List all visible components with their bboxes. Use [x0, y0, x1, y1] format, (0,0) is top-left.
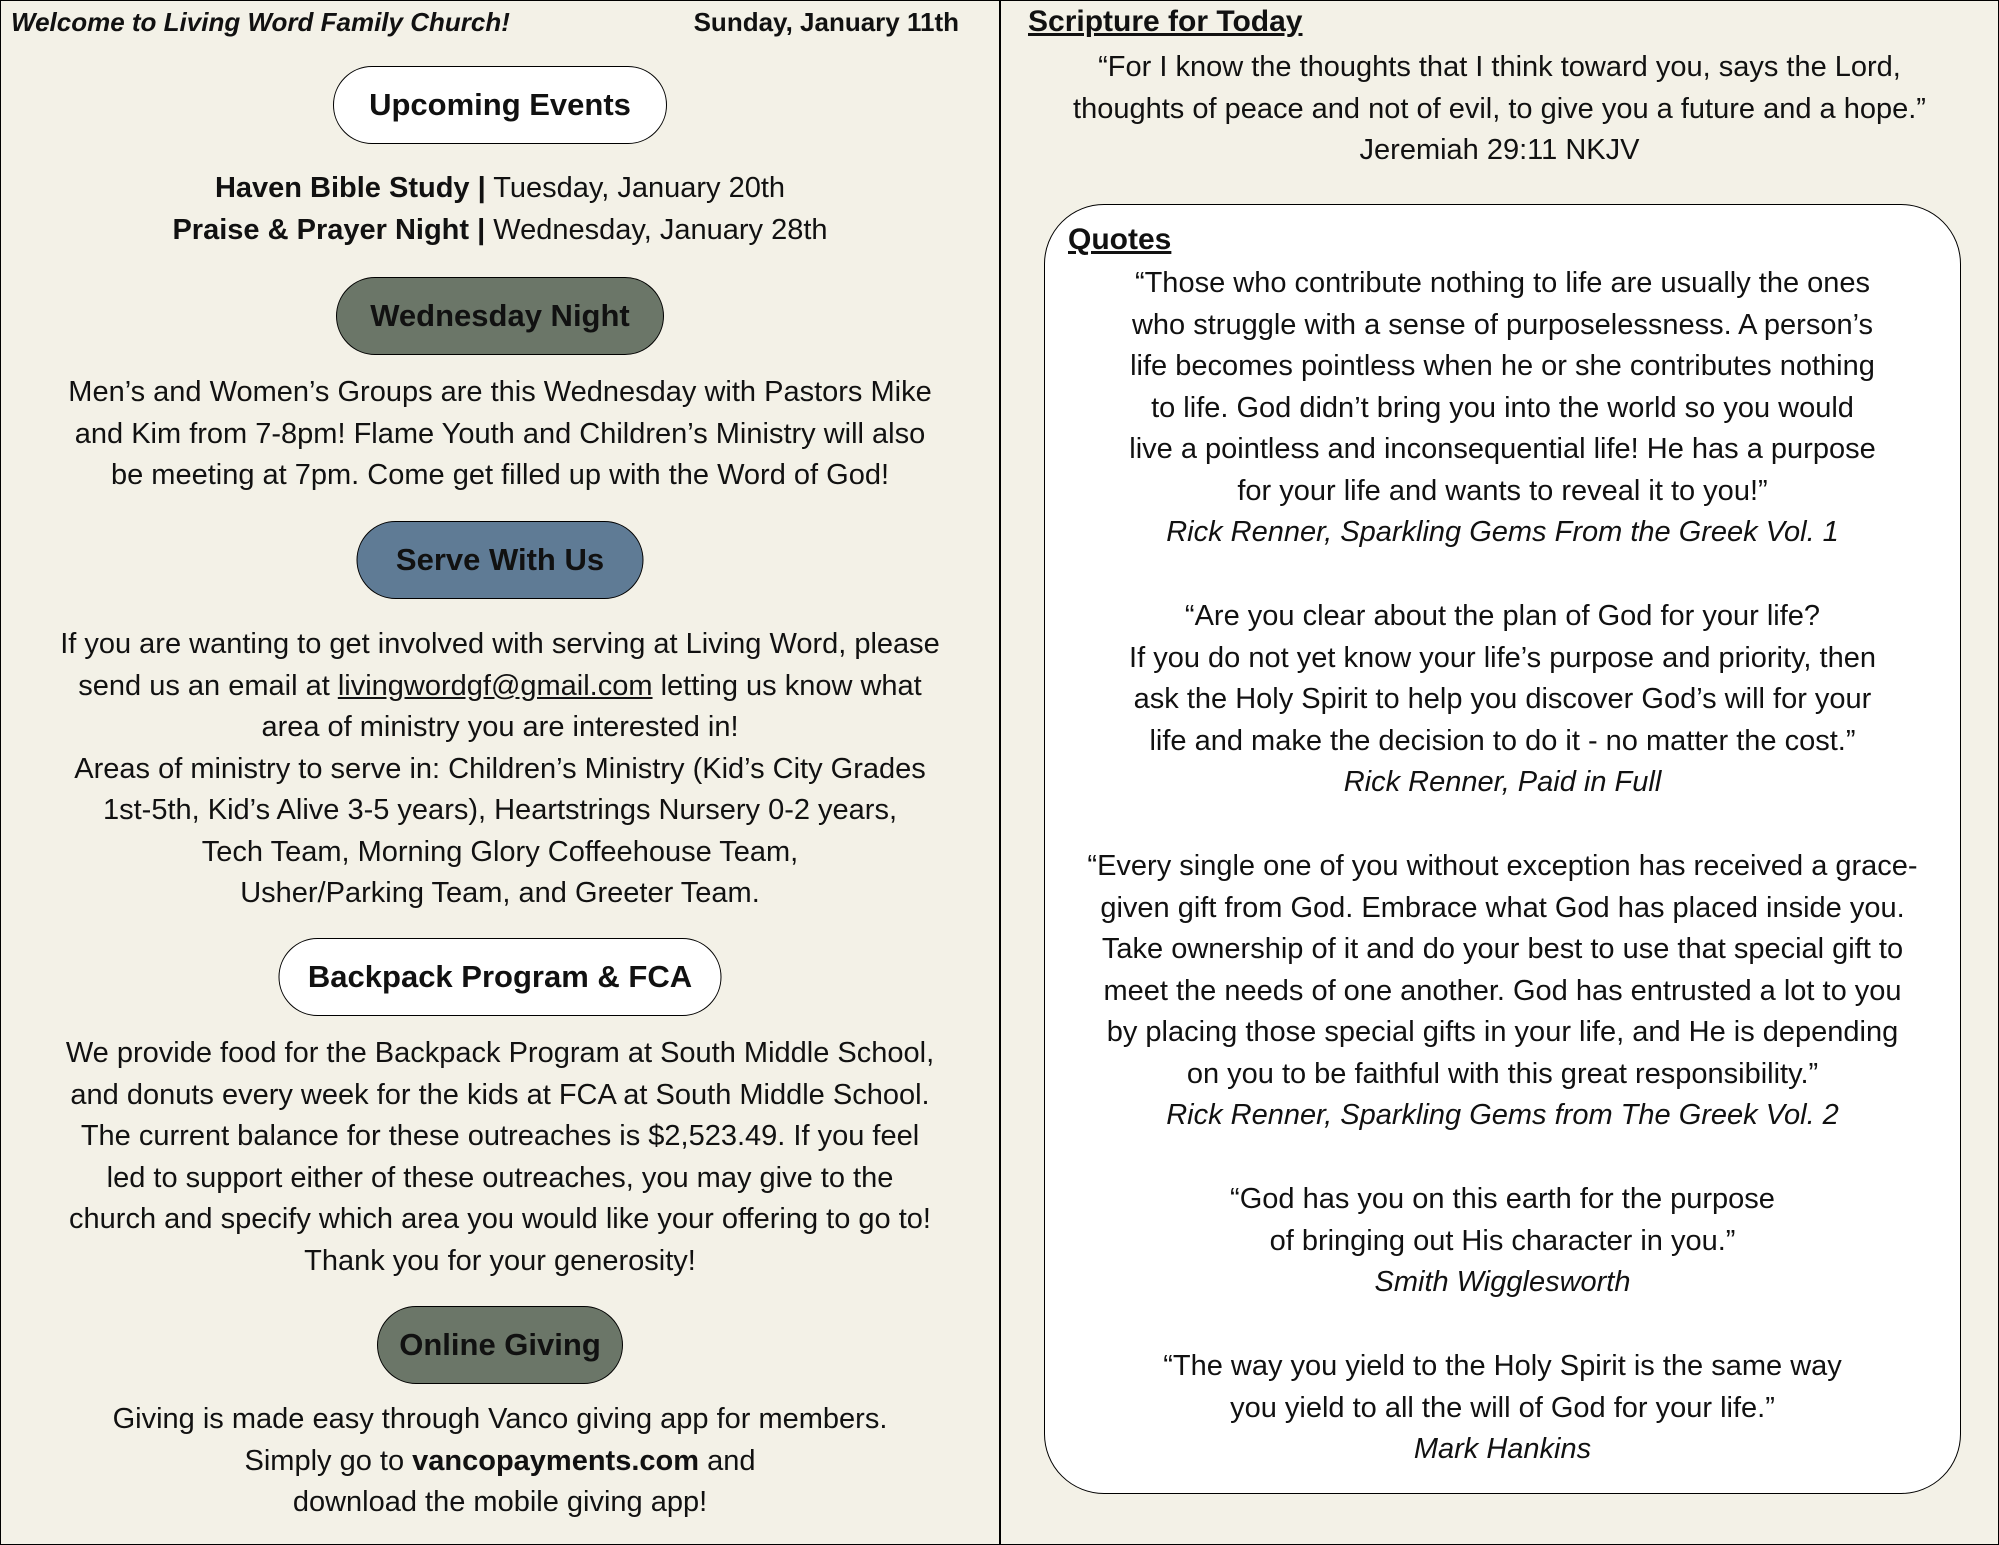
text-line: We provide food for the Backpack Program at South Middle School,: [65, 1037, 935, 1069]
quote-author: Mark Hankins: [1413, 1433, 1592, 1465]
backpack-program-text: [1, 1033, 999, 1282]
quote-author: Smith Wigglesworth: [1374, 1266, 1631, 1298]
wednesday-night-text: [1, 372, 999, 497]
text-line: thoughts of peace and not of evil, to give you a future and a hope.”: [1073, 92, 1926, 125]
welcome-text: Welcome to Living Word Family Church!: [11, 7, 510, 37]
event-date: Wednesday, January 28th: [485, 213, 828, 246]
text-fragment: Simply go to: [244, 1444, 413, 1477]
bulletin-date: Sunday, January 11th: [693, 7, 959, 37]
quote-item: [1045, 846, 1960, 1137]
text-line: ask the Holy Spirit to help you discover God’s will for your: [1133, 683, 1872, 715]
text-line: meet the needs of one another. God has entrusted a lot to you: [1103, 974, 1902, 1007]
text-line: live a pointless and inconsequential life! He has a purpose: [1129, 433, 1876, 465]
text-line: “Are you clear about the plan of God for your life?: [1184, 600, 1821, 632]
text-line: Men’s and Women’s Groups are this Wednesday with Pastors Mike: [68, 376, 932, 408]
event-item: [1, 210, 999, 252]
text-line: [1, 666, 999, 708]
text-line: “Every single one of you without exception has received a grace-: [1087, 850, 1918, 882]
email-link[interactable]: livingwordgf@gmail.com: [337, 669, 653, 702]
upcoming-events-heading: Upcoming Events: [333, 66, 667, 144]
text-line: “God has you on this earth for the purpose: [1230, 1183, 1775, 1215]
event-name: Praise & Prayer Night |: [172, 213, 486, 246]
text-line: on you to be faithful with this great responsibility.”: [1186, 1057, 1819, 1090]
text-line: and donuts every week for the kids at FCA at South Middle School.: [70, 1078, 930, 1111]
text-line: life and make the decision to do it - no matter the cost.”: [1149, 724, 1856, 757]
text-line: life becomes pointless when he or she contributes nothing: [1130, 350, 1875, 382]
header-row: [11, 7, 959, 38]
giving-site-link[interactable]: vancopayments.com: [412, 1444, 700, 1477]
event-name: Haven Bible Study |: [214, 172, 486, 204]
text-line: to life. God didn’t bring you into the world so you would: [1151, 391, 1854, 424]
text-line: download the mobile giving app!: [292, 1486, 708, 1518]
event-item: [1, 168, 999, 210]
quote-item: [1045, 263, 1960, 554]
quote-item: [1045, 1179, 1960, 1304]
text-fragment: letting us know what: [652, 669, 922, 702]
quote-author: Rick Renner, Paid in Full: [1343, 766, 1662, 798]
text-line: Usher/Parking Team, and Greeter Team.: [240, 877, 760, 909]
scripture-text: [1001, 47, 1998, 172]
text-line: who struggle with a sense of purposelessness. A person’s: [1131, 308, 1873, 341]
online-giving-text: [1, 1399, 999, 1524]
text-line: [1, 1441, 999, 1483]
text-line: “The way you yield to the Holy Spirit is the same way: [1163, 1350, 1842, 1382]
right-column: [1001, 1, 1998, 1544]
text-fragment: and: [699, 1444, 756, 1477]
serve-with-us-text: [1, 624, 999, 915]
serve-with-us-heading: Serve With Us: [357, 521, 644, 599]
quotes-heading: Quotes: [1068, 223, 1172, 256]
quote-item: [1045, 1346, 1960, 1471]
left-column: [1, 1, 1001, 1544]
text-line: If you are wanting to get involved with serving at Living Word, please: [60, 628, 940, 660]
text-line: If you do not yet know your life’s purpose and priority, then: [1129, 641, 1876, 674]
text-line: by placing those special gifts in your life, and He is depending: [1106, 1016, 1899, 1048]
backpack-program-heading: Backpack Program & FCA: [279, 938, 722, 1016]
text-line: you yield to all the will of God for your life.”: [1230, 1391, 1775, 1424]
text-line: Areas of ministry to serve in: Children’s Ministry (Kid’s City Grades: [74, 752, 926, 785]
online-giving-heading: Online Giving: [377, 1306, 623, 1384]
quote-author: Rick Renner, Sparkling Gems from The Greek Vol. 2: [1166, 1099, 1839, 1131]
quote-item: [1045, 596, 1960, 804]
wednesday-night-heading: Wednesday Night: [336, 277, 664, 355]
text-line: “For I know the thoughts that I think toward you, says the Lord,: [1098, 51, 1901, 83]
quotes-box: [1044, 204, 1961, 1494]
text-line: The current balance for these outreaches is $2,523.49. If you feel: [80, 1120, 920, 1152]
quote-author: Rick Renner, Sparkling Gems From the Greek Vol. 1: [1166, 516, 1839, 548]
text-line: church and specify which area you would like your offering to go to!: [69, 1203, 931, 1235]
text-line: of bringing out His character in you.”: [1269, 1224, 1736, 1257]
text-line: Thank you for your generosity!: [304, 1244, 696, 1277]
upcoming-events-list: [1, 168, 999, 251]
text-line: “Those who contribute nothing to life are usually the ones: [1134, 267, 1871, 299]
scripture-heading: Scripture for Today: [1028, 5, 1303, 38]
text-line: Take ownership of it and do your best to use that special gift to: [1101, 933, 1904, 965]
text-line: 1st-5th, Kid’s Alive 3-5 years), Heartstrings Nursery 0-2 years,: [102, 794, 898, 826]
event-date: Tuesday, January 20th: [485, 172, 786, 204]
text-line: and Kim from 7-8pm! Flame Youth and Children’s Ministry will also: [74, 417, 926, 450]
text-line: for your life and wants to reveal it to you!”: [1237, 474, 1768, 507]
text-line: led to support either of these outreaches, you may give to the: [106, 1161, 894, 1194]
text-line: area of ministry you are interested in!: [261, 711, 739, 743]
text-line: be meeting at 7pm. Come get filled up with the Word of God!: [110, 459, 890, 491]
text-line: Giving is made easy through Vanco giving app for members.: [112, 1403, 888, 1435]
text-line: given gift from God. Embrace what God has placed inside you.: [1100, 891, 1905, 924]
text-fragment: send us an email at: [78, 669, 338, 702]
text-line: Tech Team, Morning Glory Coffeehouse Team,: [201, 835, 799, 868]
scripture-reference: Jeremiah 29:11 NKJV: [1359, 134, 1640, 166]
